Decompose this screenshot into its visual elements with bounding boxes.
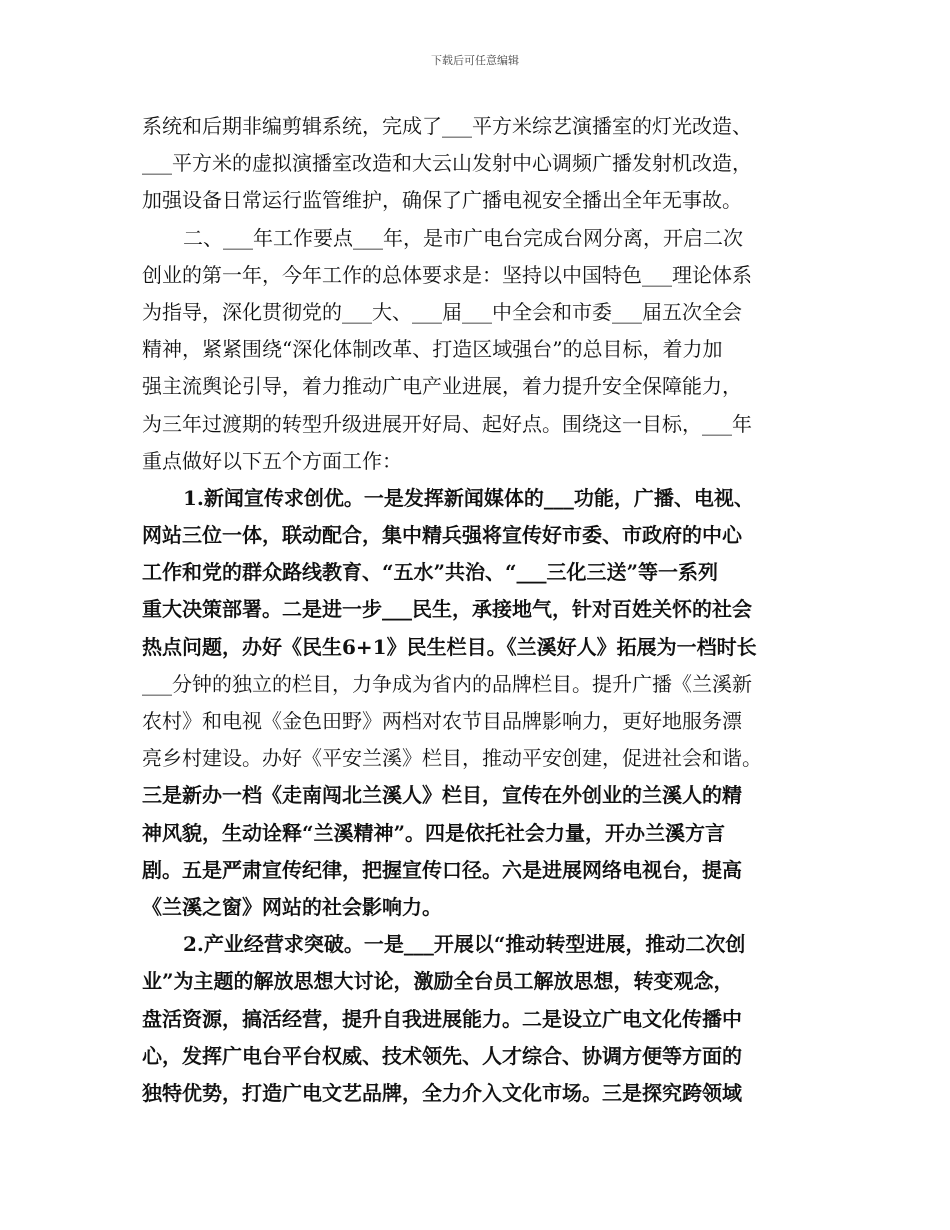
text-line: 农村》和电视《金色田野》两档对农节目品牌影响力，更好地服务漂 bbox=[142, 709, 742, 733]
text-line: 神风貌，生动诠释“兰溪精神”。四是依托社会力量，开办兰溪方言 bbox=[142, 820, 726, 845]
text-line: 精神，紧紧围绕“深化体制改革、打造区域强台”的总目标，着力加 bbox=[142, 337, 723, 362]
text-line: 二、___年工作要点___年，是市广电台完成台网分离，开启二次 bbox=[183, 225, 743, 250]
text-line: 心，发挥广电台平台权威、技术领先、人才综合、协调方便等方面的 bbox=[142, 1043, 742, 1068]
text-line: 《兰溪之窗》网站的社会影响力。 bbox=[142, 894, 442, 919]
text-line: 盘活资源，搞活经营，提升自我进展能力。二是设立广电文化传播中 bbox=[142, 1006, 742, 1031]
text-line: 业”为主题的解放思想大讨论，激励全台员工解放思想，转变观念， bbox=[142, 969, 734, 994]
text-line: 工作和党的群众路线教育、“五水”共治、“___三化三送”等一系列 bbox=[142, 560, 719, 585]
text-line: 重点做好以下五个方面工作： bbox=[142, 448, 402, 473]
text-line: 网站三位一体，联动配合，集中精兵强将宣传好市委、市政府的中心 bbox=[142, 523, 742, 548]
page-header: 下载后可任意编辑 bbox=[431, 54, 519, 67]
text-line: 独特优势，打造广电文艺品牌，全力介入文化市场。三是探究跨领域 bbox=[142, 1080, 742, 1105]
text-line: 三是新办一档《走南闯北兰溪人》栏目，宣传在外创业的兰溪人的精 bbox=[142, 783, 742, 808]
text-line: 为指导，深化贯彻党的___大、___届___中全会和市委___届五次全会 bbox=[142, 299, 742, 324]
text-line: 强主流舆论引导，着力推动广电产业进展，着力提升安全保障能力， bbox=[142, 374, 742, 399]
text-line: 加强设备日常运行监管维护，确保了广播电视安全播出全年无事故。 bbox=[142, 188, 742, 213]
text-line: 系统和后期非编剪辑系统，完成了___平方米综艺演播室的灯光改造、 bbox=[142, 114, 752, 138]
text-line: 为三年过渡期的转型升级进展开好局、起好点。围绕这一目标，___年 bbox=[142, 411, 752, 436]
text-line: 重大决策部署。二是进一步___民生，承接地气，针对百姓关怀的社会 bbox=[142, 597, 752, 622]
text-line: ___分钟的独立的栏目，力争成为省内的品牌栏目。提升广播《兰溪新 bbox=[142, 671, 752, 696]
text-line: ___平方米的虚拟演播室改造和大云山发射中心调频广播发射机改造， bbox=[142, 151, 752, 176]
text-line: 2.产业经营求突破。一是___开展以“推动转型进展，推动二次创 bbox=[183, 932, 746, 957]
text-line: 1.新闻宣传求创优。一是发挥新闻媒体的___功能，广播、电视、 bbox=[183, 485, 754, 510]
document-body bbox=[142, 108, 814, 1112]
text-line: 创业的第一年，今年工作的总体要求是：坚持以中国特色___理论体系 bbox=[142, 262, 752, 287]
text-line: 剧。五是严肃宣传纪律，把握宣传口径。六是进展网络电视台，提高 bbox=[142, 857, 742, 882]
text-line: 热点问题，办好《民生6+1》民生栏目。《兰溪好人》拓展为一档时长 bbox=[142, 634, 757, 659]
text-line: 亮乡村建设。办好《平安兰溪》栏目，推动平安创建，促进社会和谐。 bbox=[142, 746, 762, 771]
